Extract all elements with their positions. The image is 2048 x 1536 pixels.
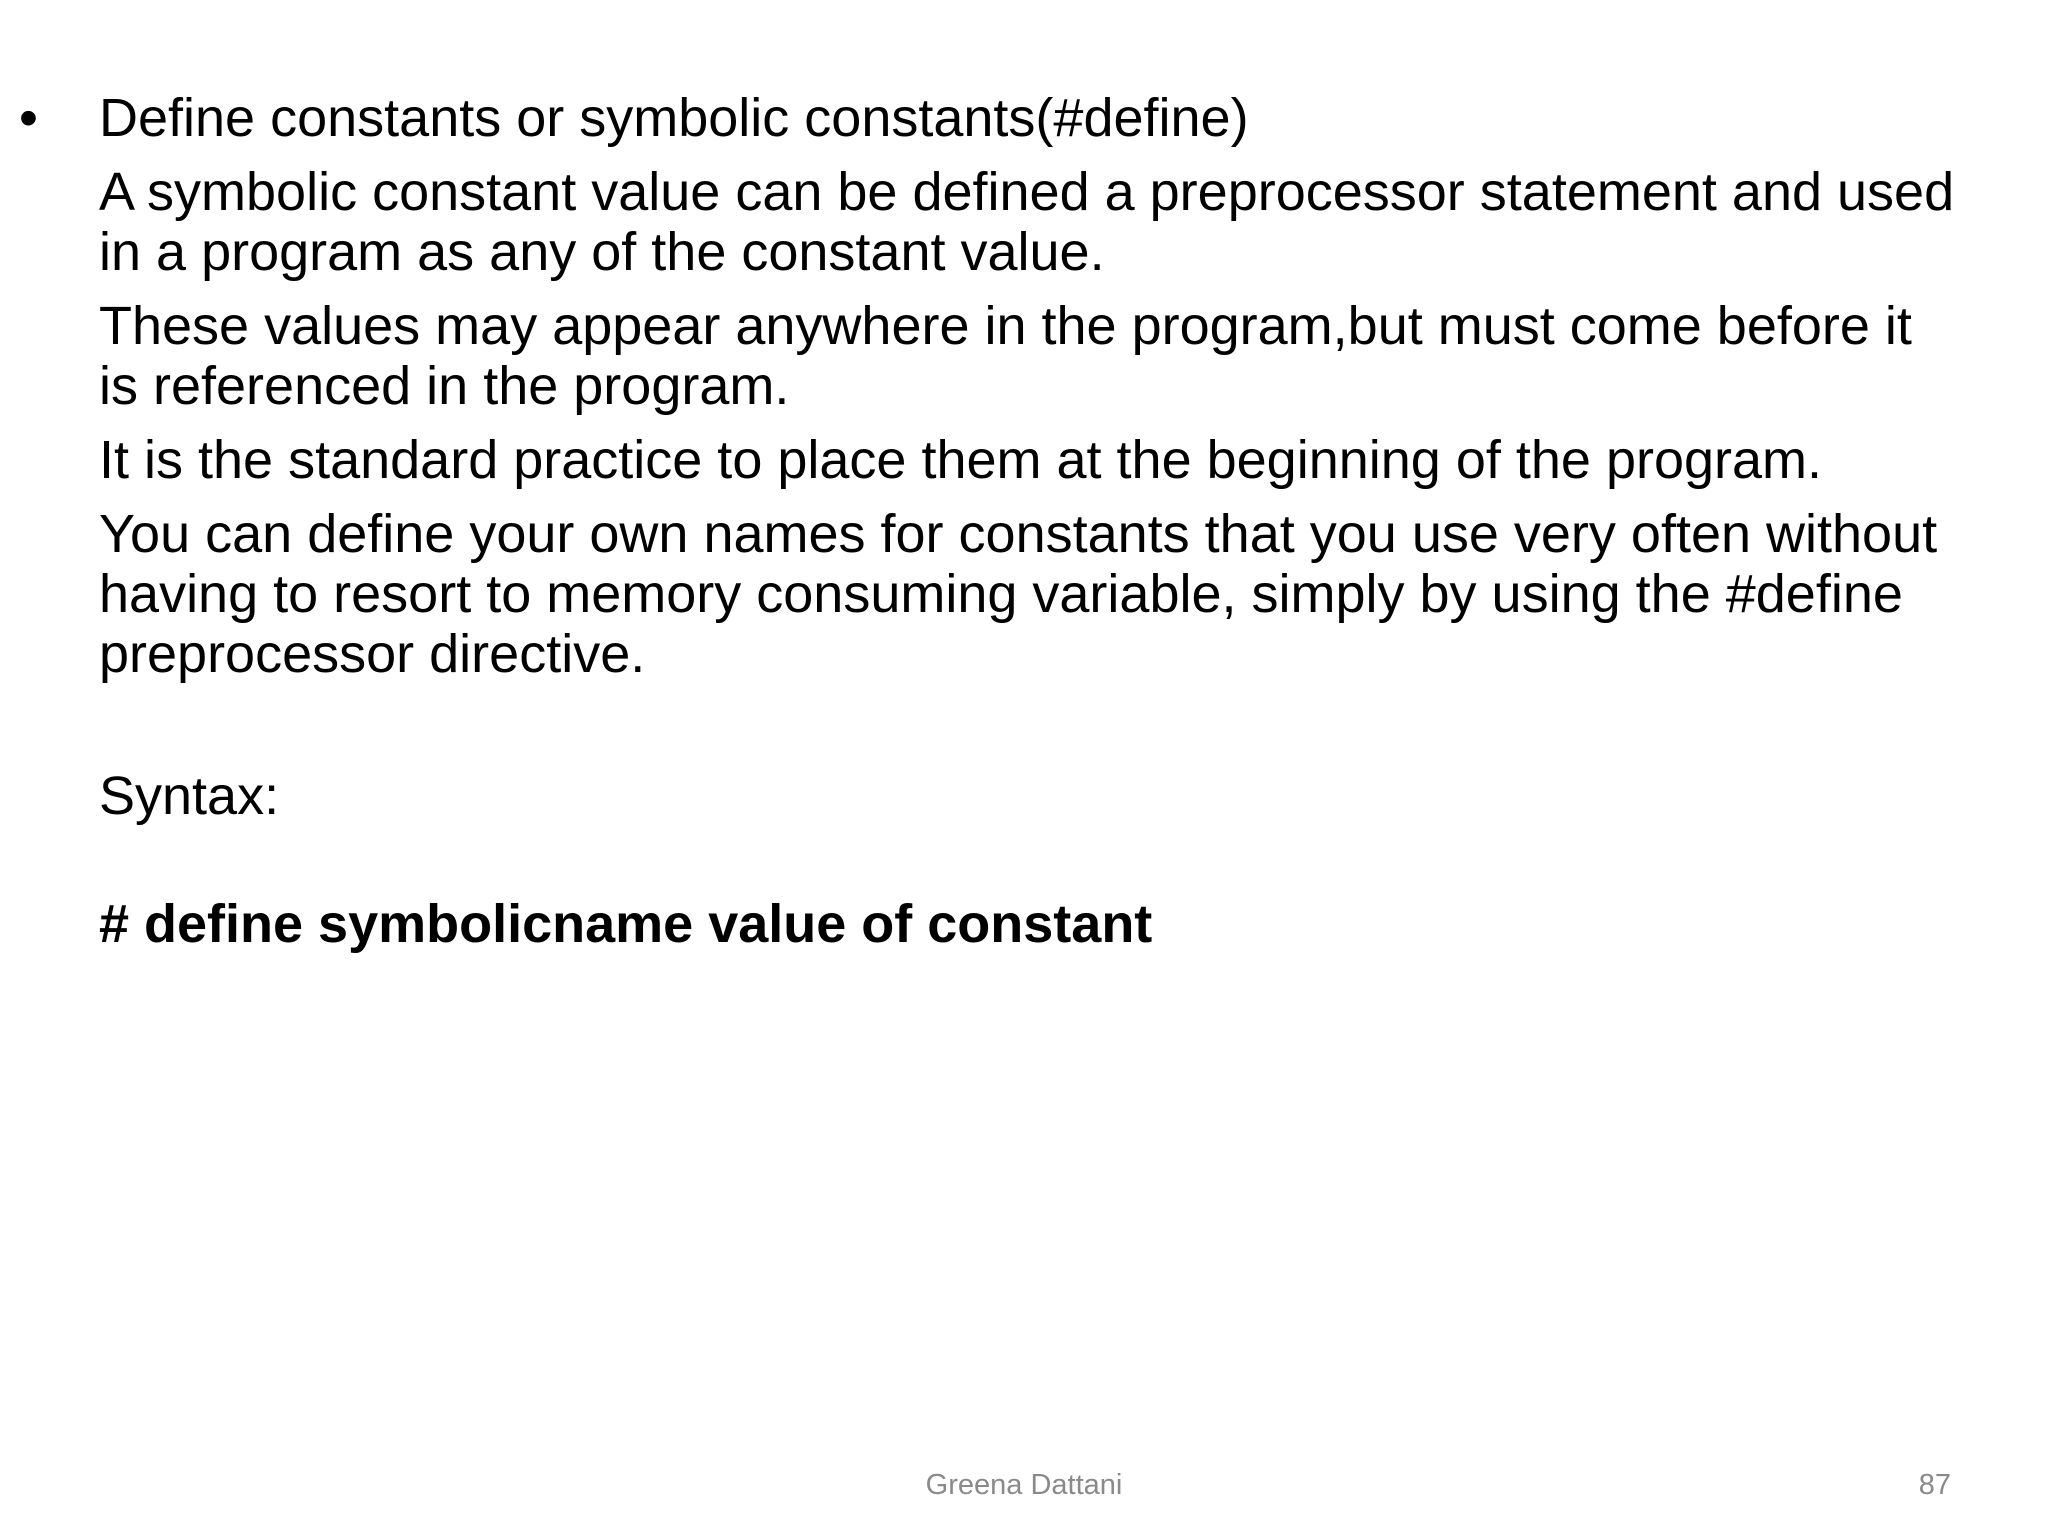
spacer xyxy=(99,698,1959,766)
footer-author: Greena Dattani xyxy=(925,1469,1123,1501)
paragraph-own-names: You can define your own names for constants that you use very often without having to resort to memory consuming variable, simply by using the #define preprocessor directive. xyxy=(99,504,1938,684)
syntax-label: Syntax: xyxy=(99,766,280,826)
bullet-heading-text: Define constants or symbolic constants(#define) xyxy=(99,88,1249,148)
bullet-heading xyxy=(19,88,1959,148)
paragraph-definition: A symbolic constant value can be defined a preprocessor statement and used in a program as any of the constant value. xyxy=(99,162,1955,282)
spacer xyxy=(99,826,1959,894)
footer-page-number: 87 xyxy=(1918,1469,1951,1501)
paragraph-placement: These values may appear anywhere in the program,but must come before it is referenced in the program. xyxy=(99,296,1912,416)
syntax-code: # define symbolicname value of constant xyxy=(99,894,1153,954)
bullet-icon: • xyxy=(19,88,38,148)
paragraph-standard-practice: It is the standard practice to place them at the beginning of the program. xyxy=(99,430,1823,490)
slide-content xyxy=(19,88,1959,954)
